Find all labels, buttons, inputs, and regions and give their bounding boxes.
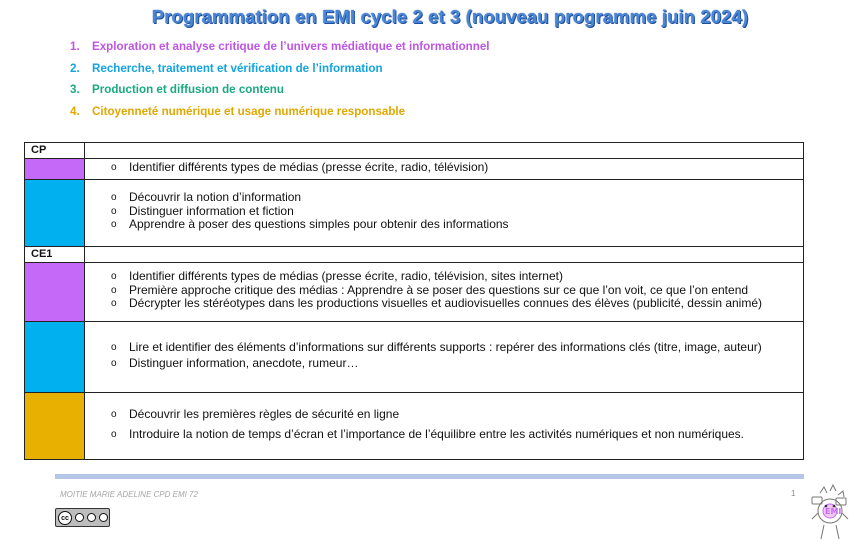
emi-mascot-icon [806,483,854,543]
list-item: o Découvrir les premières règles de sécurité en ligne [85,408,803,422]
level-header-ce1 [25,246,804,262]
nd-icon [99,513,108,522]
objective-2: 2. Recherche, traitement et vérification de l’information [70,61,383,75]
list-item: o Distinguer information, anecdote, rumeur… [85,357,803,371]
page-number: 1 [791,489,796,498]
level-label-cp: CP [25,143,85,159]
list-item: o Apprendre à poser des questions simples pour obtenir des informations [85,218,803,232]
table-row [25,159,804,180]
programme-table [24,142,804,460]
list-item: o Décrypter les stéréotypes dans les productions visuelles et audiovisuelles connues des élèves (publicité, dessin animé) [85,297,803,311]
list-item: o Identifier différents types de médias (presse écrite, radio, télévision) [85,161,803,175]
objective-4: 4. Citoyenneté numérique et usage numérique responsable [70,104,406,118]
page-title: Programmation en EMI cycle 2 et 3 (nouveau programme juin 2024) [151,6,749,27]
by-icon [75,513,84,522]
color-swatch-purple [25,262,85,321]
table-row [25,262,804,321]
svg-text:EMI: EMI [825,507,842,516]
color-swatch-gold [25,392,85,459]
list-item: o Identifier différents types de médias (presse écrite, radio, télévision, sites internet) [85,270,803,284]
table-row [25,321,804,392]
list-item: o Introduire la notion de temps d’écran et l’importance de l’équilibre entre les activités numériques et non numériques. [85,428,803,442]
list-item: o Lire et identifier des éléments d’informations sur différents supports : repérer des informations clés (titre, image, auteur) [85,341,803,355]
list-item: o Découvrir la notion d’information [85,191,803,205]
list-item: o Distinguer information et fiction [85,205,803,219]
list-item: o Première approche critique des médias : Apprendre à se poser des questions sur ce que l’on voit, ce que l’on entend [85,284,803,298]
footer-divider [55,474,804,479]
level-header-cp [25,143,804,159]
cc-icon: cc [58,511,72,525]
color-swatch-blue [25,321,85,392]
objective-3: 3. Production et diffusion de contenu [70,83,284,96]
footer-author: MOITIE MARIE ADELINE CPD EMI 72 [60,490,198,499]
objective-1: 1. Exploration et analyse critique de l’univers médiatique et informationnel [70,40,490,53]
objectives-list [70,40,490,126]
nc-icon [87,513,96,522]
color-swatch-blue [25,179,85,246]
color-swatch-purple [25,159,85,180]
table-row [25,179,804,246]
cc-by-nc-nd-icon [55,508,110,527]
table-row [25,392,804,459]
level-label-ce1: CE1 [25,246,85,262]
